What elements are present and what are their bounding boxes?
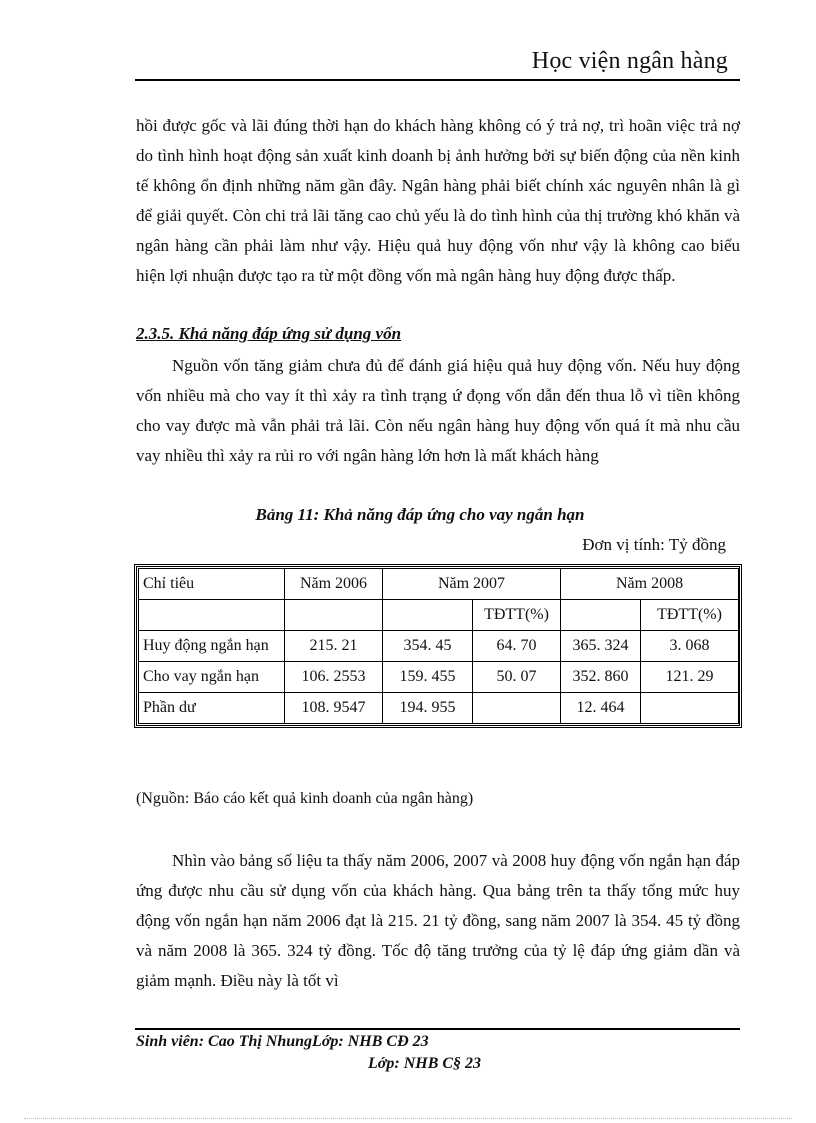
header-cell: Năm 2008: [561, 569, 739, 600]
table-cell: 12. 464: [561, 693, 641, 724]
table-cell: [473, 693, 561, 724]
empty-cell: [383, 600, 473, 631]
row-label: Huy động ngắn hạn: [139, 631, 285, 662]
table-cell: 194. 955: [383, 693, 473, 724]
table-cell: 108. 9547: [285, 693, 383, 724]
paragraph-capital-usage: Nguồn vốn tăng giảm chưa đủ để đánh giá hiệu quả huy động vốn. Nếu huy động vốn nhiều mà cho vay ít thì xảy ra tình trạng ứ đọng vốn dẫn đến thua lỗ vì tiền không cho vay được mà vẫn phải trả lãi. Còn nếu ngân hàng huy động vốn quá ít mà nhu cầu vay nhiều thì xảy ra rủi ro với ngân hàng lớn hơn là mất khách hàng: [136, 356, 740, 465]
paragraph-analysis: Nhìn vào bảng số liệu ta thấy năm 2006, 2007 và 2008 huy động vốn ngắn hạn đáp ứng được nhu cầu sử dụng vốn của khách hàng. Qua bảng trên ta thấy tổng mức huy động vốn ngắn hạn năm 2006 đạt là 215. 21 tỷ đồng, sang năm 2007 là 354. 45 tỷ đồng và năm 2008 là 365. 324 tỷ đồng. Tốc độ tăng trưởng của tỷ lệ đáp ứng giảm dần và giảm mạnh. Điều này là tốt vì: [136, 851, 740, 990]
table-cell: 64. 70: [473, 631, 561, 662]
table-cell: 121. 29: [641, 662, 739, 693]
table-cell: 352. 860: [561, 662, 641, 693]
table-caption: Bảng 11: Khả năng đáp ứng cho vay ngắn hạn: [255, 505, 585, 524]
table-row: [139, 693, 739, 724]
header-cell: Năm 2007: [383, 569, 561, 600]
page-edge-divider: [24, 1118, 792, 1119]
section-heading: 2.3.5. Khả năng đáp ứng sử dụng vốn: [136, 324, 402, 343]
table-cell: 354. 45: [383, 631, 473, 662]
short-term-lending-table: [138, 568, 739, 724]
table-unit: Đơn vị tính: Tỷ đồng: [582, 535, 726, 554]
row-label: Phần dư: [139, 693, 285, 724]
paragraph-continuation: hồi được gốc và lãi đúng thời hạn do khách hàng không có ý trả nợ, trì hoãn việc trả nợ do tình hình hoạt động sản xuất kinh doanh bị ảnh hưởng bởi sự biến động của nền kinh tế không ổn định những năm gần đây. Ngân hàng phải biết chính xác nguyên nhân là gì để giải quyết. Còn chi trả lãi tăng cao chủ yếu là do tình hình của thị trường khó khăn và ngân hàng cần phải làm như vậy. Hiệu quả huy động vốn như vậy là không cao biểu hiện lợi nhuận được tạo ra từ một đồng vốn mà ngân hàng huy động được thấp.: [136, 116, 740, 285]
empty-cell: [561, 600, 641, 631]
footer-divider: [135, 1028, 740, 1030]
header-divider: [135, 79, 740, 81]
table-cell: [641, 693, 739, 724]
table-row: [139, 662, 739, 693]
table-source: (Nguồn: Báo cáo kết quả kinh doanh của ngân hàng): [136, 790, 474, 807]
table-subheader-row: [139, 600, 739, 631]
table-cell: 215. 21: [285, 631, 383, 662]
footer-class-info: Lớp: NHB C§ 23: [368, 1055, 482, 1072]
empty-cell: [139, 600, 285, 631]
table-row: [139, 631, 739, 662]
table-cell: 159. 455: [383, 662, 473, 693]
table-cell: 50. 07: [473, 662, 561, 693]
subheader-cell: TĐTT(%): [473, 600, 561, 631]
header-cell: Chỉ tiêu: [139, 569, 285, 600]
subheader-cell: TĐTT(%): [641, 600, 739, 631]
table-header-row: [139, 569, 739, 600]
table-cell: 106. 2553: [285, 662, 383, 693]
empty-cell: [285, 600, 383, 631]
header-title: Học viện ngân hàng: [531, 48, 728, 74]
row-label: Cho vay ngắn hạn: [139, 662, 285, 693]
table-cell: 365. 324: [561, 631, 641, 662]
table-cell: 3. 068: [641, 631, 739, 662]
data-table-frame: [134, 564, 742, 728]
header-cell: Năm 2006: [285, 569, 383, 600]
footer-student-info: Sinh viên: Cao Thị NhungLớp: NHB CĐ 23: [136, 1033, 429, 1050]
